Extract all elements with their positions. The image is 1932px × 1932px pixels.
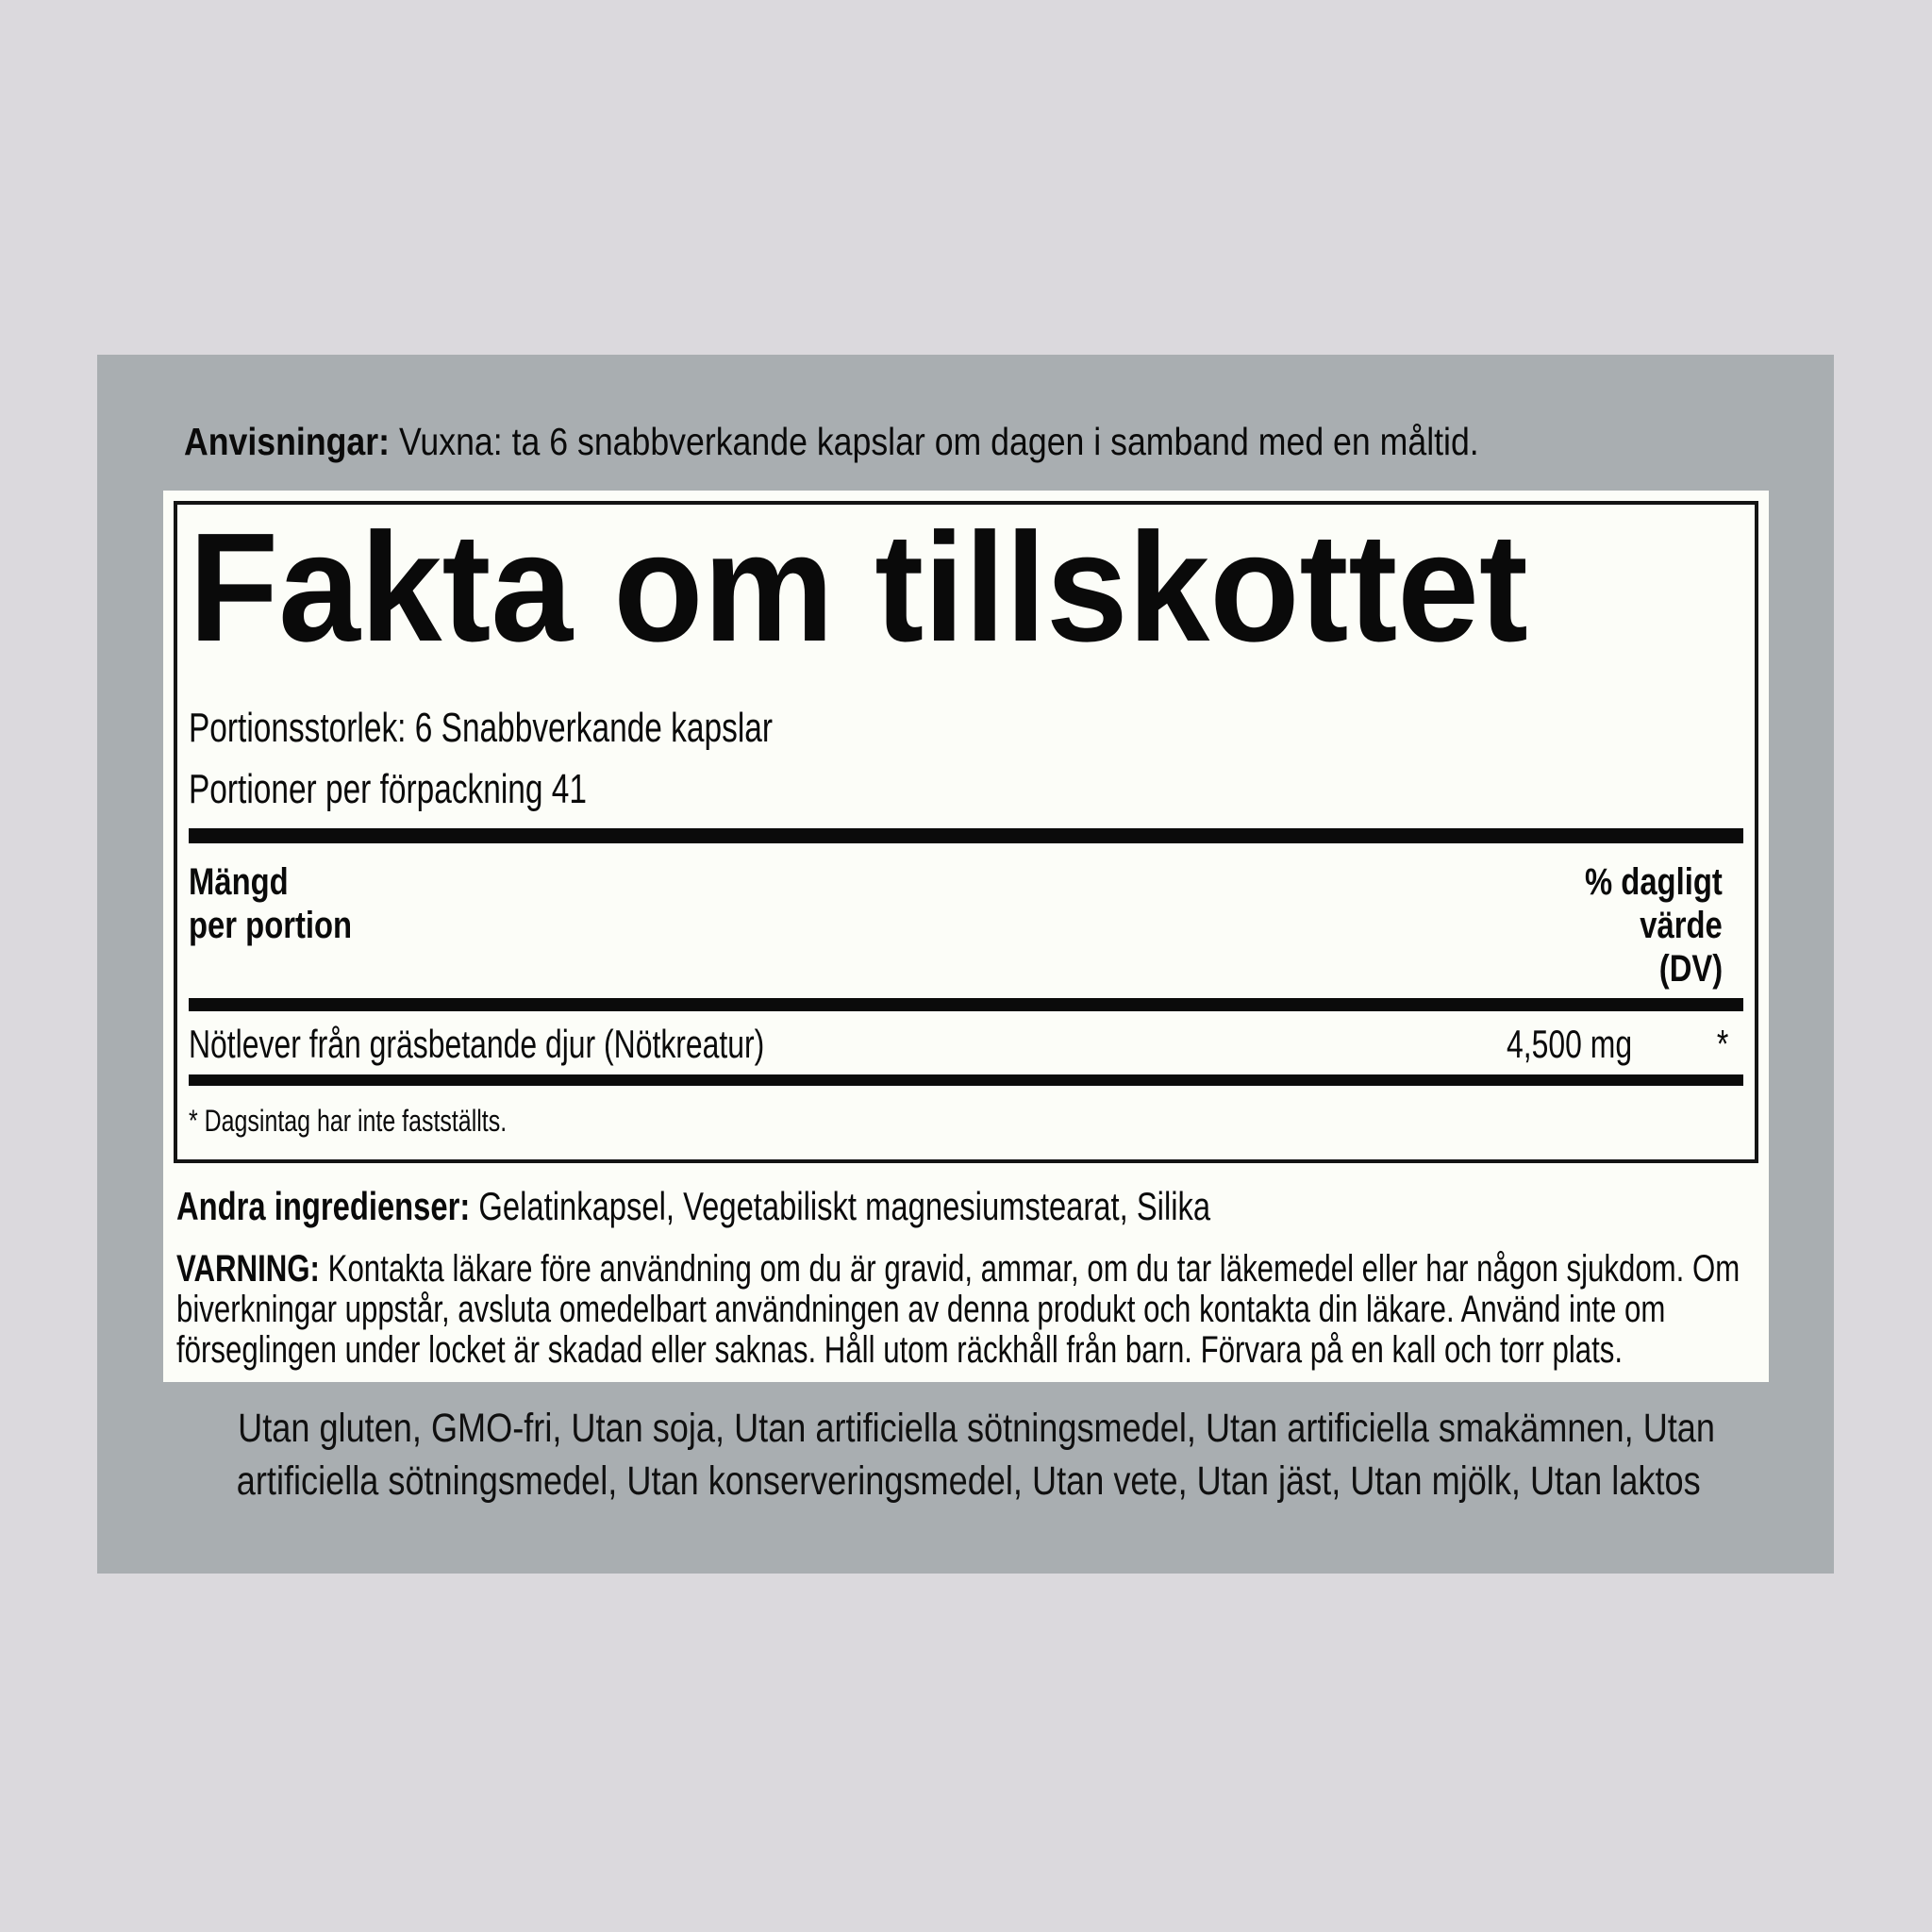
servings-per-container: Portioner per förpackning 41 — [189, 766, 587, 812]
amount-header-line1: Mängd — [189, 861, 289, 903]
footnote-line — [189, 1103, 1743, 1139]
ingredient-dv: * — [1716, 1022, 1728, 1066]
divider-thin — [189, 1074, 1743, 1086]
directions-text: Vuxna: ta 6 snabbverkande kapslar om dagen i samband med en måltid. — [398, 420, 1479, 463]
directions-label: Anvisningar: — [184, 420, 391, 463]
divider-thick — [189, 828, 1743, 843]
facts-title-line — [189, 501, 1743, 674]
warning-line-2: biverkningar uppstår, avsluta omedelbart användningen av denna produkt och kontakta din läkare. Använd inte om — [176, 1289, 1666, 1330]
serving-size: Portionsstorlek: 6 Snabbverkande kapslar — [189, 705, 773, 751]
supplement-facts-label — [163, 491, 1769, 1382]
dv-header-line3: (DV) — [1658, 948, 1723, 990]
warning-paragraph — [176, 1249, 1758, 1371]
claims-line-2: artificiella sötningsmedel, Utan konserveringsmedel, Utan vete, Utan jäst, Utan mjölk, Utan laktos — [236, 1458, 1701, 1504]
other-ingredients-line — [176, 1184, 1758, 1229]
warning-line-3: förseglingen under locket är skadad eller saknas. Håll utom räckhåll från barn. Förvara på en kall och torr plats. — [176, 1329, 1624, 1371]
column-headers — [189, 860, 1743, 991]
facts-footnote: * Dagsintag har inte fastställts. — [189, 1104, 508, 1138]
facts-title: Fakta om tillskottet — [189, 501, 1528, 674]
other-ingredients-label: Andra ingredienser: — [176, 1184, 471, 1228]
warning-label: VARNING: — [176, 1248, 320, 1290]
ingredient-amount: 4,500 mg — [1506, 1022, 1632, 1066]
facts-box — [174, 501, 1758, 1163]
amount-header-line2: per portion — [189, 905, 353, 946]
claims-line-1: Utan gluten, GMO-fri, Utan soja, Utan artificiella sötningsmedel, Utan artificiella smakämnen, Utan — [238, 1406, 1715, 1451]
amount-header — [189, 860, 388, 991]
ingredient-row — [189, 1022, 1743, 1067]
dv-header-line1: % dagligt — [1585, 861, 1723, 903]
claims — [97, 1402, 1834, 1507]
other-ingredients-text: Gelatinkapsel, Vegetabiliskt magnesiumstearat, Silika — [478, 1184, 1211, 1228]
directions-content — [184, 419, 1479, 464]
warning-line-1 — [176, 1249, 1740, 1290]
divider-medium — [189, 998, 1743, 1011]
warning-line-1-text: Kontakta läkare före användning om du är gravid, ammar, om du tar läkemedel eller har någon sjukdom. Om — [327, 1248, 1740, 1290]
ingredient-name: Nötlever från gräsbetande djur (Nötkreatur) — [189, 1022, 765, 1066]
dv-header — [1555, 860, 1743, 991]
directions-line — [184, 419, 1673, 464]
serving-size-line — [189, 703, 1743, 753]
dv-header-line2: värde — [1640, 905, 1723, 946]
label-panel — [97, 355, 1834, 1574]
other-ingredients-content — [176, 1184, 1210, 1229]
servings-per-container-line — [189, 764, 1743, 814]
